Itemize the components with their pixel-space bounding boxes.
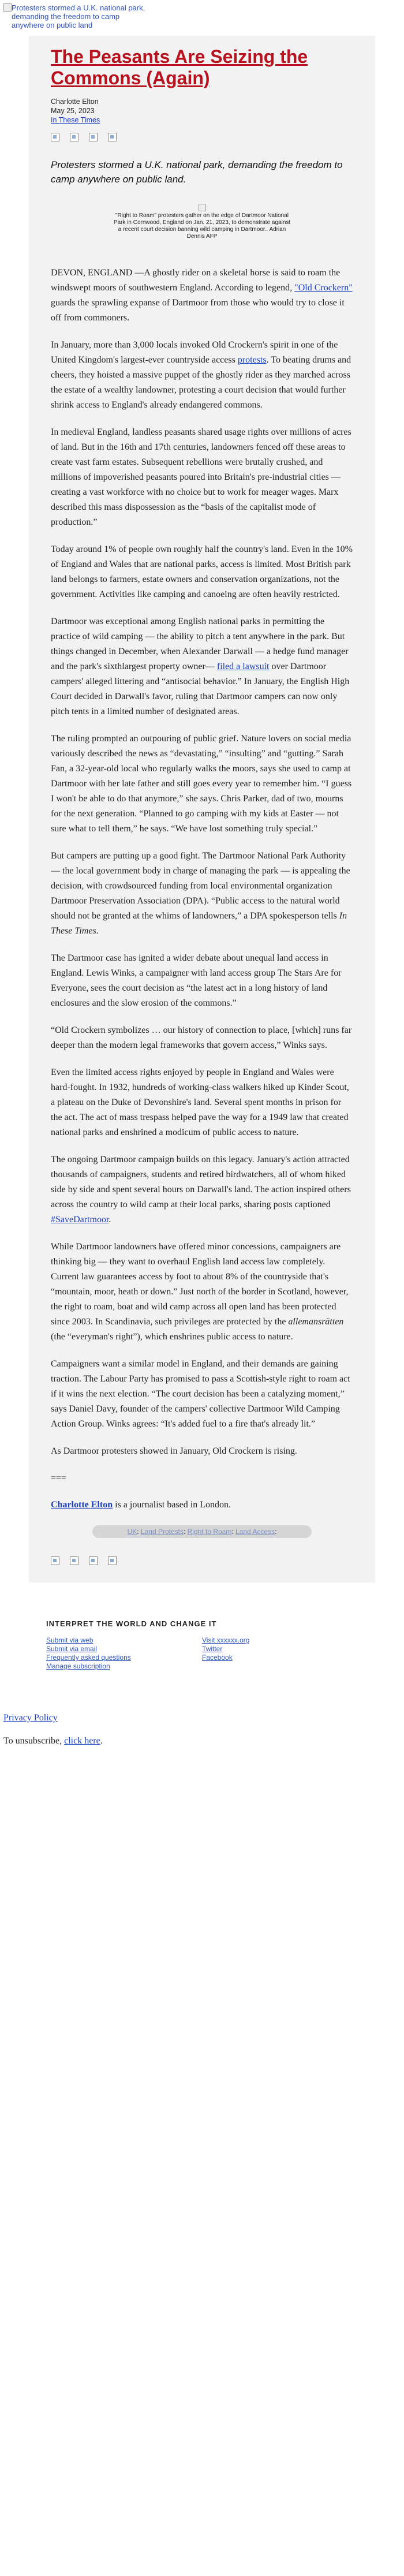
unsubscribe-link[interactable]: click here: [64, 1736, 100, 1746]
share-print-icon[interactable]: [108, 133, 117, 141]
share-facebook-icon[interactable]: [51, 133, 59, 141]
author-bio-link[interactable]: Charlotte Elton: [51, 1500, 113, 1510]
share-bar-top: [51, 133, 353, 141]
unsubscribe-line: To unsubscribe, click here.: [3, 1736, 103, 1746]
article-meta: [51, 97, 353, 125]
footer-link[interactable]: Submit via email: [46, 1645, 98, 1653]
newsletter-footer: [29, 1619, 375, 1671]
article-body: [51, 266, 353, 1513]
paragraph: While Dartmoor landowners have offered minor concessions, campaigners are thinking big — they want to overhaul English land access law completely. Current law guarantees access by foot to about 8% of the countryside that's “mountain, moor, heath or down.” Just north of the border in Scotland, however, the right to roam, boat and wild camp across all open land has been protected since 2003. In Scandinavia, such privileges are protected by the allemansrätten (the “everyman's right”), which enshrines public access to nature.: [51, 1242, 349, 1342]
paragraph: As Dartmoor protesters showed in January, Old Crockern is rising.: [51, 1446, 297, 1456]
footer-link[interactable]: Frequently asked questions: [46, 1653, 131, 1662]
footer-link[interactable]: Twitter: [202, 1645, 223, 1653]
footer-heading: INTERPRET THE WORLD AND CHANGE IT: [46, 1619, 217, 1628]
tag-list: UK: Land Protests: Right to Roam: Land Access:: [92, 1525, 312, 1538]
footer-link[interactable]: Visit xxxxxx.org: [202, 1636, 250, 1644]
tag-link[interactable]: Land Protests: [140, 1528, 184, 1536]
paragraph: “Old Crockern symbolizes … our history of connection to place, [which] runs far deeper than the modern legal frameworks that govern access,” Winks says.: [51, 1025, 352, 1050]
share-bar-bottom: [51, 1556, 353, 1565]
article-card: [29, 36, 375, 1582]
separator: ===: [51, 1473, 67, 1483]
share-email-icon[interactable]: [89, 1556, 98, 1565]
paragraph: In medieval England, landless peasants shared usage rights over millions of acres of land. But in the 16th and 17th centuries, landowners fenced off these areas to create vast farm estates. Subsequent rebellions were brutally crushed, and millions of impoverished peasants poured into Britain's pre-industrial cities — creating a vast workforce with no choice but to work for meager wages. Marx described this mass dispossession as the “basis of the capitalist mode of production.”: [51, 427, 351, 527]
hero-figure: [113, 204, 291, 240]
paragraph: The ruling prompted an outpouring of public grief. Nature lovers on social media variously described the news as “devastating,” “insulting” and “gutting.” Sarah Fan, a 32-year-old local who regularly walks the moors, says she used to camp at Dartmoor with her late father and still goes every year to remember him. “I guess I won't be able to do that anymore,” she says. Chris Parker, dad of two, mourns for the next generation. “Planned to go camping with my kids at Easter — not sure what to tell them,” he says. “We have lost something truly special.”: [51, 734, 352, 834]
share-print-icon[interactable]: [108, 1556, 117, 1565]
paragraph: Even the limited access rights enjoyed by people in England and Wales were hard-fought. In 1932, hundreds of working-class walkers hiked up Kinder Scout, a plateau on the Duke of Devonshire's land. Several spent months in prison for the act. The act of mass trespass helped pave the way for a 1949 law that created national parks and enshrined a modicum of public access to nature.: [51, 1067, 349, 1137]
share-twitter-icon[interactable]: [70, 1556, 78, 1565]
privacy-policy-link[interactable]: Privacy Policy: [3, 1713, 58, 1723]
broken-image-icon: [3, 3, 12, 12]
savedartmoor-link[interactable]: #SaveDartmoor: [51, 1215, 109, 1224]
header-image[interactable]: [3, 3, 165, 36]
paragraph: The ongoing Dartmoor campaign builds on this legacy. January's action attracted thousands of campaigners, students and retired birdwatchers, all of whom hiked side by side and spent several hours on Darwall's land. The action inspired others across the country to wild camp at their local parks, sharing posts captioned #SaveDartmoor.: [51, 1155, 351, 1224]
footer-link[interactable]: Manage subscription: [46, 1662, 110, 1670]
author-bio: Charlotte Elton is a journalist based in London.: [51, 1500, 231, 1510]
author-name: Charlotte Elton: [51, 98, 99, 106]
paragraph: But campers are putting up a good fight. The Dartmoor National Park Authority — the local government body in charge of managing the park — is appealing the decision, with crowdsourced funding from local environmental organization Dartmoor Preservation Association (DPA). “Public access to the natural world should not be granted at the whims of landowners,” a DPA spokesperson tells In These Times.: [51, 851, 350, 936]
footer-link[interactable]: Facebook: [202, 1653, 233, 1662]
share-email-icon[interactable]: [89, 133, 98, 141]
tag-link[interactable]: Right to Roam: [187, 1528, 232, 1536]
section-link[interactable]: In These Times: [51, 116, 100, 124]
paragraph: DEVON, ENGLAND —A ghostly rider on a skeletal horse is said to roam the windswept moors of southwestern England. According to legend, "Old Crockern" guards the sprawling expanse of Dartmoor from those who would try to close it off from commoners.: [51, 268, 353, 323]
share-facebook-icon[interactable]: [51, 1556, 59, 1565]
paragraph: Campaigners want a similar model in England, and their demands are gaining traction. The Labour Party has promised to pass a Scottish-style right to roam act if it wins the next election. “The court decision has been a catalyzing moment,” says Daniel Davy, founder of the campers' collective Dartmoor Wild Camping Action Group. Winks agrees: “It's added fuel to a fire that's already lit.”: [51, 1359, 350, 1429]
paragraph: Today around 1% of people own roughly half the country's land. Even in the 10% of England and Wales that are national parks, access is limited. Most British park land belongs to farmers, estate owners and conservation organizations, not the government. Activities like camping and canoeing are often heavily restricted.: [51, 544, 353, 599]
hero-caption: "Right to Roam" protesters gather on the edge of Dartmoor National Park in Cornwood, England on Jan. 21, 2023, to demonstrate against a recent court decision banning wild camping in Dartmoor.. Adrian Dennis AFP: [113, 212, 291, 240]
footer-right-links: [202, 1636, 358, 1671]
tag-link[interactable]: Land Access: [235, 1528, 275, 1536]
footer-link[interactable]: Submit via web: [46, 1636, 93, 1644]
lawsuit-link[interactable]: filed a lawsuit: [216, 662, 270, 671]
publish-date: May 25, 2023: [51, 107, 95, 115]
old-crockern-link[interactable]: "Old Crockern": [294, 283, 353, 293]
tag-link[interactable]: UK: [127, 1528, 137, 1536]
protests-link[interactable]: protests: [237, 355, 267, 365]
paragraph: The Dartmoor case has ignited a wider debate about unequal land access in England. Lewis Winks, a campaigner with land access group The Stars Are for Everyone, sees the court decision as “the latest act in a long history of land enclosures and the slow erosion of the commons.”: [51, 953, 342, 1008]
hero-image-icon: [199, 204, 206, 211]
article-title[interactable]: The Peasants Are Seizing the Commons (Again): [51, 46, 308, 88]
paragraph: In January, more than 3,000 locals invoked Old Crockern's spirit in one of the United Kingdom's largest-ever countryside access protests. To beating drums and cheers, they hoisted a massive puppet of the ghostly rider as they marched across the estate of a wealthy landowner, protesting a court decision that would further shrink access to England's already endangered commons.: [51, 340, 351, 410]
share-twitter-icon[interactable]: [70, 133, 78, 141]
article-summary: Protesters stormed a U.K. national park, demanding the freedom to camp anywhere on public land.: [51, 159, 343, 185]
header-image-alt: Protesters stormed a U.K. national park, demanding the freedom to camp anywhere on public land: [12, 3, 145, 29]
email-bottom: [0, 1712, 404, 1747]
footer-left-links: [46, 1636, 202, 1671]
paragraph: Dartmoor was exceptional among English national parks in permitting the practice of wild camping — the ability to pitch a tent anywhere in the park. But things changed in December, when Alexander Darwall — a hedge fund manager and the park's sixthlargest property owner— filed a lawsuit over Dartmoor campers' alleged littering and “antisocial behavior.” In January, the English High Court decided in Darwall's favor, ruling that Dartmoor campers can now only pitch tents in a limited number of designated areas.: [51, 617, 350, 716]
